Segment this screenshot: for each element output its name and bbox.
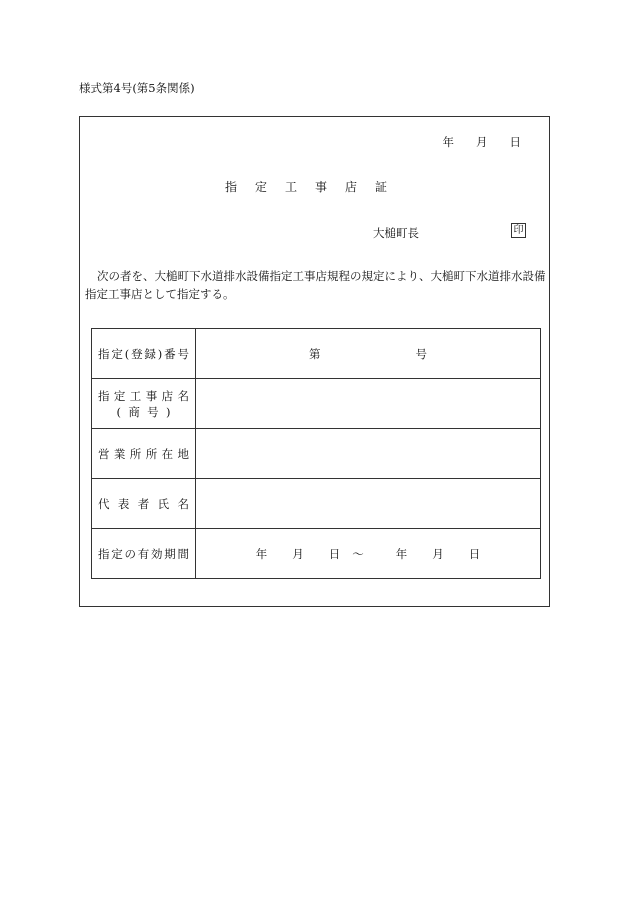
table-row bbox=[92, 529, 541, 579]
table-row bbox=[92, 329, 541, 379]
to-month: 月 bbox=[432, 546, 444, 561]
date-day: 日 bbox=[509, 135, 521, 149]
from-day: 日 bbox=[328, 546, 341, 561]
seal-mark: 印 bbox=[511, 223, 526, 238]
form-number: 様式第4号(第5条関係) bbox=[79, 81, 195, 95]
number-suffix: 号 bbox=[415, 346, 427, 361]
table-row bbox=[92, 429, 541, 479]
period-tilde: 〜 bbox=[352, 546, 364, 561]
number-label: 指定(登録)番号 bbox=[92, 329, 196, 379]
title-char: 工 bbox=[285, 180, 298, 194]
title-char: 事 bbox=[315, 180, 328, 194]
from-year: 年 bbox=[255, 546, 268, 561]
to-day: 日 bbox=[468, 546, 481, 561]
address-field[interactable] bbox=[196, 429, 541, 479]
issue-date bbox=[443, 134, 522, 150]
table-row bbox=[92, 479, 541, 529]
validity-label: 指定の有効期間 bbox=[92, 529, 196, 579]
company-label: 指定工事店名 bbox=[98, 388, 189, 403]
company-field[interactable] bbox=[196, 379, 541, 429]
certificate-title bbox=[225, 178, 405, 195]
address-label: 営業所所在地 bbox=[92, 429, 196, 479]
issuer-name: 大槌町長 bbox=[373, 226, 419, 240]
company-sub-label: (商号) bbox=[116, 404, 171, 419]
certificate-frame bbox=[79, 116, 550, 607]
title-char: 証 bbox=[375, 180, 388, 194]
number-field[interactable] bbox=[196, 329, 541, 379]
to-year: 年 bbox=[395, 546, 408, 561]
date-year: 年 bbox=[442, 135, 454, 149]
representative-label: 代表者氏名 bbox=[92, 479, 196, 529]
table-row bbox=[92, 379, 541, 429]
date-month: 月 bbox=[476, 135, 488, 149]
title-char: 店 bbox=[345, 180, 358, 194]
details-table bbox=[91, 328, 541, 579]
title-char: 指 bbox=[225, 180, 238, 194]
designation-statement: 次の者を、大槌町下水道排水設備指定工事店規程の規定により、大槌町下水道排水設備指定工事店として指定する。 bbox=[85, 269, 546, 301]
representative-field[interactable] bbox=[196, 479, 541, 529]
number-prefix: 第 bbox=[309, 346, 321, 361]
title-char: 定 bbox=[255, 180, 268, 194]
company-label-cell bbox=[92, 379, 196, 429]
validity-field[interactable] bbox=[196, 529, 541, 579]
from-month: 月 bbox=[292, 546, 304, 561]
